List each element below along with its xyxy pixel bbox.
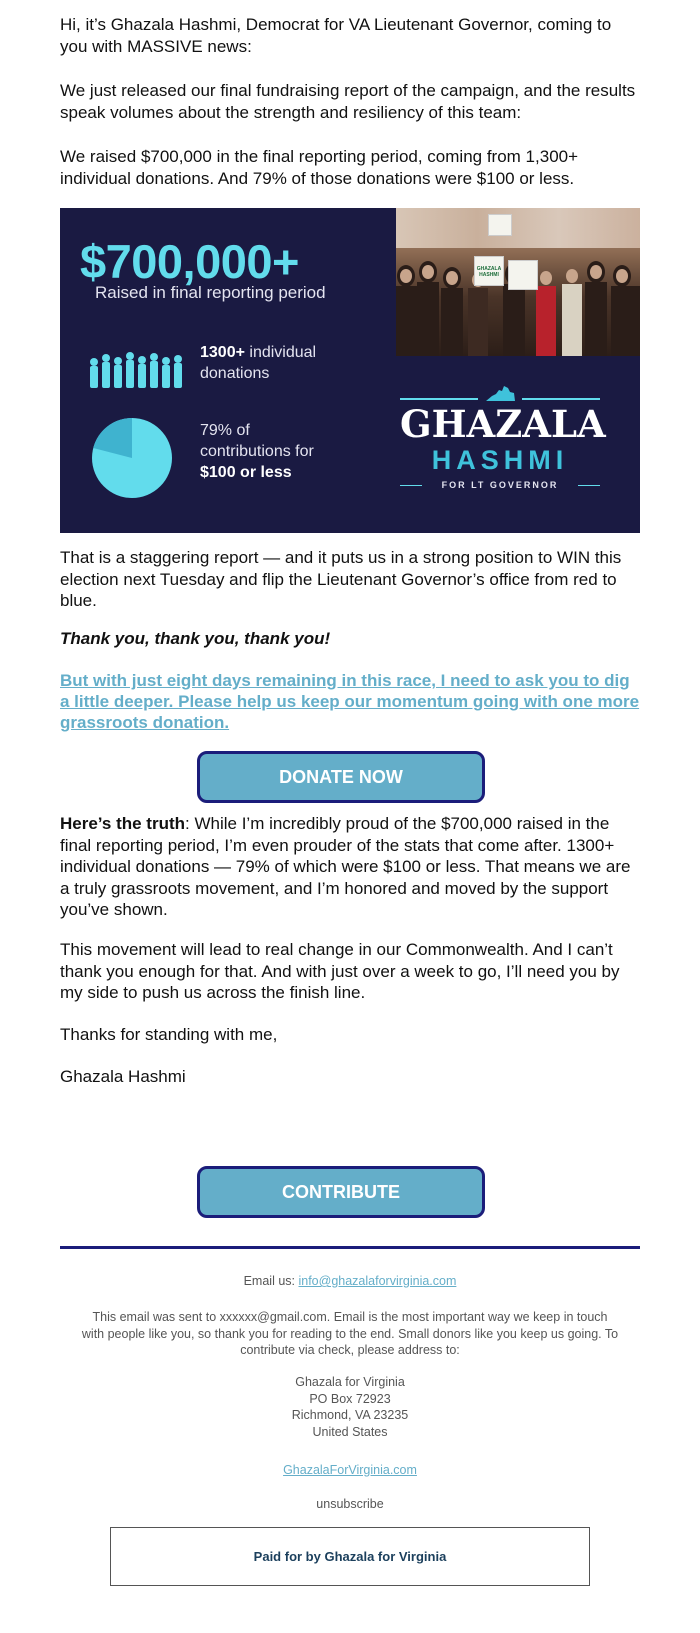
- website-link[interactable]: GhazalaForVirginia.com: [283, 1463, 417, 1477]
- logo-last-name: HASHMI: [431, 445, 569, 475]
- virginia-state-icon: [484, 384, 516, 402]
- intro-paragraph-2: We just released our final fundraising report of the campaign, and the results speak volumes about the strength and resiliency of this team:: [60, 81, 636, 122]
- footer-email: Email us: info@ghazalaforvirginia.com: [243, 1274, 457, 1288]
- footer-note: This email was sent to xxxxxx@gmail.com. Email is the most important way we keep in touch with people like you, so thank you for reading to the end. Small donors like you keep us going. To contribute via check, please address to:: [81, 1310, 619, 1357]
- campaign-logo: [400, 384, 606, 494]
- contribute-button[interactable]: CONTRIBUTE: [197, 1166, 485, 1218]
- donate-now-button[interactable]: DONATE NOW: [197, 751, 485, 803]
- donation-appeal-link[interactable]: But with just eight days remaining in this race, I need to ask you to dig a little deeper. Please help us keep our momentum going with one more grassroots donation.: [60, 671, 640, 732]
- body-paragraph-movement: This movement will lead to real change in our Commonwealth. And I can’t thank you enough for that. And with just over a week to go, I’ll need you by my side to push us across the finish line.: [60, 940, 620, 1002]
- donations-stat: 1300+ individual donations: [200, 344, 317, 382]
- unsubscribe-link[interactable]: unsubscribe: [316, 1497, 384, 1511]
- sign-text: GHAZALA HASHMI: [476, 266, 502, 278]
- fundraising-graphic: [60, 208, 640, 533]
- email-link[interactable]: info@ghazalaforvirginia.com: [298, 1274, 457, 1288]
- supporters-photo: [396, 208, 640, 356]
- paid-for-disclaimer: Paid for by Ghazala for Virginia: [110, 1527, 590, 1586]
- intro-paragraph-1: Hi, it’s Ghazala Hashmi, Democrat for VA Lieutenant Governor, coming to you with MASSIVE news:: [60, 15, 612, 56]
- intro-paragraph-3: We raised $700,000 in the final reporting period, coming from 1,300+ individual donations. And 79% of those donations were $100 or less.: [60, 147, 579, 188]
- logo-first-name: GHAZALA: [400, 402, 606, 446]
- amount-caption: Raised in final reporting period: [95, 283, 326, 302]
- signature: Ghazala Hashmi: [60, 1067, 186, 1086]
- amount-raised: $700,000+: [80, 235, 299, 288]
- small-donor-stat: 79% of contributions for $100 or less: [200, 422, 314, 481]
- body-paragraph-truth: Here’s the truth: While I’m incredibly proud of the $700,000 raised in the final reporting period, I’m even prouder of the stats that come after. 1300+ individual donations — 79% of which were $100 or less. That means we are a truly grassroots movement, and I’m honored and moved by the support you’ve shown.: [60, 814, 631, 919]
- crowd-photo-icon: [396, 236, 640, 356]
- footer-divider: [60, 1246, 640, 1249]
- body-paragraph-1: That is a staggering report — and it puts us in a strong position to WIN this election next Tuesday and flip the Lieutenant Governor’s office from red to blue.: [60, 548, 622, 610]
- people-icon: [86, 348, 186, 388]
- mailing-address: Ghazala for Virginia PO Box 72923 Richmond, VA 23235 United States: [291, 1375, 409, 1439]
- small-donor-pie-chart: [90, 416, 174, 500]
- footer-website: [80, 1462, 620, 1479]
- logo-tagline: FOR LT GOVERNOR: [441, 480, 559, 490]
- sign-off: Thanks for standing with me,: [60, 1025, 278, 1044]
- thank-you-line: Thank you, thank you, thank you!: [60, 629, 331, 648]
